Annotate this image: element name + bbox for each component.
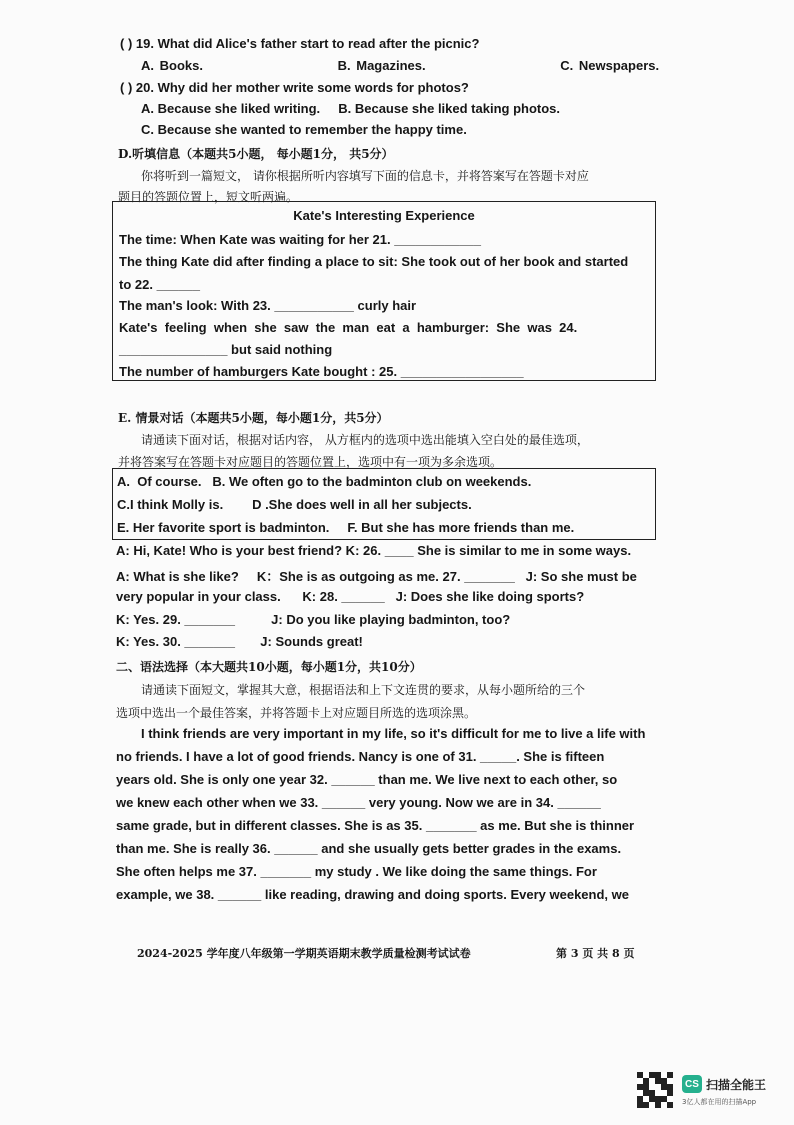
section-d-heading: D.听填信息（本题共5小题， 每小题1分， 共5分） xyxy=(118,147,394,161)
option-line-ab: A. Of course. B. We often go to the badminton club on weekends. xyxy=(117,474,532,489)
passage-line-2: no friends. I have a lot of good friends. Nancy is one of 31. _____. She is fifteen xyxy=(116,749,605,764)
passage-line-4: we knew each other when we 33. ______ very young. Now we are in 34. ______ xyxy=(116,795,601,810)
dialogue-line-3: very popular in your class. K: 28. ______ J: Does she like doing sports? xyxy=(116,589,585,604)
info-card xyxy=(112,201,656,381)
section-e-heading: E. 情景对话（本题共5小题，每小题1分，共5分） xyxy=(118,411,389,425)
section-d-instruction-1: 你将听到一篇短文， 请你根据所听内容填写下面的信息卡，并将答案写在答题卡对应 xyxy=(141,169,589,183)
option-line-cd: C.I think Molly is. D .She does well in all her subjects. xyxy=(117,497,472,512)
info-card-line-21: The time: When Kate was waiting for her 21. ____________ xyxy=(119,232,481,247)
section-d-instruction-2: 题目的答题位置上，短文听两遍。 xyxy=(118,190,299,204)
dialogue-line-1: A: Hi, Kate! Who is your best friend? K: 26. ____ She is similar to me in some ways. xyxy=(116,543,632,558)
watermark-brand: 扫描全能王 xyxy=(706,1078,767,1092)
section-2-heading: 二、语法选择（本大题共10小题，每小题1分，共10分） xyxy=(116,660,422,674)
question-20-options-ab: A. Because she liked writing. B. Because she liked taking photos. xyxy=(141,101,561,116)
dialogue-line-4: K: Yes. 29. _______ J: Do you like playing badminton, too? xyxy=(116,612,511,627)
watermark-tagline: 3亿人都在用的扫描App xyxy=(682,1098,757,1106)
question-19: ( ) 19. What did Alice's father start to read after the picnic? xyxy=(120,36,480,51)
passage-line-5: same grade, but in different classes. She is as 35. _______ as me. But she is thinner xyxy=(116,818,635,833)
info-card-line-22b: to 22. ______ xyxy=(119,277,200,292)
passage-line-1: I think friends are very important in my life, so it's difficult for me to live a life with xyxy=(141,726,646,741)
option-line-ef: E. Her favorite sport is badminton. F. But she has more friends than me. xyxy=(117,520,575,535)
info-card-line-23: The man's look: With 23. ___________ curly hair xyxy=(119,298,417,313)
question-20: ( ) 20. Why did her mother write some words for photos? xyxy=(120,80,469,95)
camscanner-logo-icon: CS xyxy=(682,1075,702,1093)
section-2-instruction-2: 选项中选出一个最佳答案，并将答题卡上对应题目所选的选项涂黑。 xyxy=(116,706,477,720)
info-card-line-22a: The thing Kate did after finding a place to sit: She took out of her book and started xyxy=(119,254,629,269)
info-card-line-25: The number of hamburgers Kate bought : 25. _________________ xyxy=(119,364,524,379)
passage-line-8: example, we 38. ______ like reading, drawing and doing sports. Every weekend, we xyxy=(116,887,629,902)
info-card-line-24b: _______________ but said nothing xyxy=(119,342,333,357)
question-20-option-c: C. Because she wanted to remember the happy time. xyxy=(141,122,467,137)
dialogue-line-5: K: Yes. 30. _______ J: Sounds great! xyxy=(116,634,363,649)
section-e-instruction-2: 并将答案写在答题卡对应题目的答题位置上，选项中有一项为多余选项。 xyxy=(118,455,503,469)
footer-title: 2024-2025 学年度八年级第一学期英语期末教学质量检测考试试卷 xyxy=(137,947,471,960)
passage-line-3: years old. She is only one year 32. ______ than me. We live next to each other, so xyxy=(116,772,618,787)
passage-line-6: than me. She is really 36. ______ and she usually gets better grades in the exams. xyxy=(116,841,622,856)
section-e-instruction-1: 请通读下面对话，根据对话内容， 从方框内的选项中选出能填入空白处的最佳选项， xyxy=(141,433,589,447)
qr-code-icon xyxy=(637,1072,673,1108)
dialogue-line-2: A: What is she like? K：She is as outgoing as me. 27. _______ J: So she must be xyxy=(116,569,637,584)
footer-page-number: 第 3 页 共 8 页 xyxy=(556,947,635,960)
section-2-instruction-1: 请通读下面短文，掌握其大意，根据语法和上下文连贯的要求，从每小题所给的三个 xyxy=(141,683,586,697)
info-card-title: Kate's Interesting Experience xyxy=(293,208,475,223)
passage-line-7: She often helps me 37. _______ my study . We like doing the same things. For xyxy=(116,864,597,879)
info-card-line-24a: Kate's feeling when she saw the man eat a hamburger: She was 24. xyxy=(119,320,578,335)
options-box xyxy=(112,468,656,540)
question-19-options: A. Books. B. Magazines. C. Newspapers. xyxy=(141,58,660,73)
